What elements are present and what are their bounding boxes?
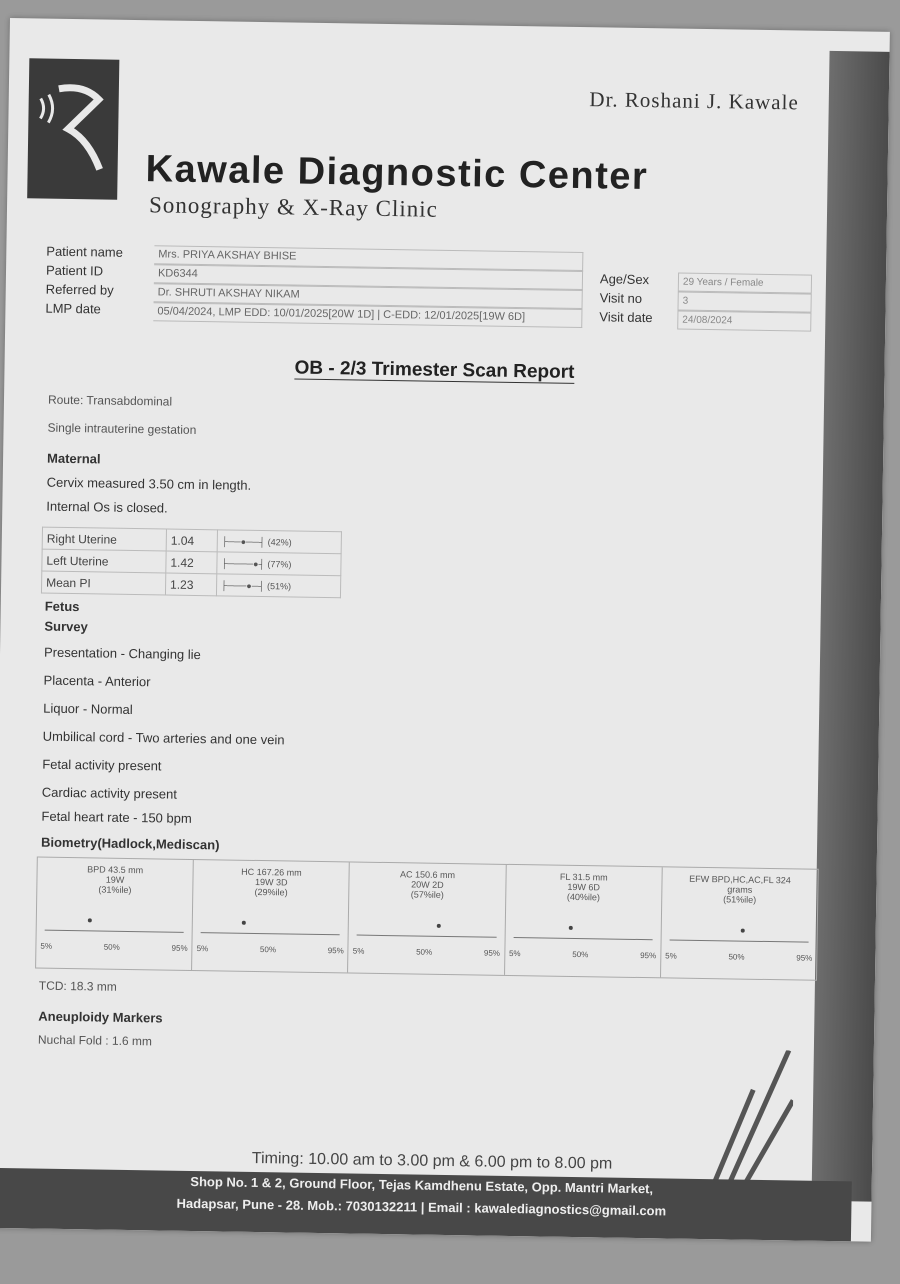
percentile-marker [241, 921, 245, 925]
biometry-t1: EFW BPD,HC,AC,FL 324 [689, 873, 791, 886]
biometry-heading: Biometry(Hadlock,Mediscan) [40, 834, 220, 853]
visit-no-value: 3 [677, 292, 811, 313]
doppler-value: 1.23 [165, 573, 216, 596]
biometry-t2: 19W 6D [567, 881, 600, 893]
tick-label: 95% [483, 948, 501, 958]
percentile-ticks [665, 951, 812, 962]
age-sex-label: Age/Sex [599, 271, 650, 288]
percentile-marker [437, 924, 441, 928]
patient-name-value: Mrs. PRIYA AKSHAY BHISE [154, 245, 583, 271]
percentile-axis [45, 930, 184, 933]
percentile-axis [201, 932, 340, 935]
tick-label: 5% [40, 941, 53, 951]
patient-info-table [45, 244, 806, 332]
patient-id-value: KD6344 [154, 264, 583, 290]
report-title-text: OB - 2/3 Trimester Scan Report [294, 357, 575, 383]
fhr-text: Fetal heart rate - 150 bpm [41, 808, 192, 826]
doppler-table [41, 527, 342, 599]
liquor-text: Liquor - Normal [43, 700, 133, 718]
nuchal-text: Nuchal Fold : 1.6 mm [37, 1032, 153, 1049]
biometry-t3: (29%ile) [254, 886, 288, 898]
clinic-logo [27, 58, 119, 199]
survey-heading: Survey [44, 618, 88, 635]
footer-address: Shop No. 1 & 2, Ground Floor, Tejas Kamdhenu Estate, Opp. Mantri Market, [190, 1173, 654, 1197]
doppler-pct: (77%) [267, 558, 292, 569]
tick-label: 50% [259, 945, 277, 955]
tick-label: 50% [416, 947, 433, 957]
biometry-t3: (57%ile) [410, 889, 444, 900]
tick-label: 95% [171, 943, 188, 953]
biometry-t3: (31%ile) [98, 884, 132, 896]
patient-name-label: Patient name [46, 243, 124, 260]
percentile-marker [88, 918, 92, 922]
tick-label: 50% [572, 949, 589, 960]
tick-label: 5% [196, 944, 209, 954]
percentile-ticks [197, 944, 344, 955]
fetus-heading: Fetus [44, 598, 80, 615]
aneuploidy-heading: Aneuploidy Markers [38, 1008, 163, 1026]
tick-label: 50% [103, 942, 120, 952]
visit-date-value: 24/08/2024 [677, 311, 811, 332]
table-row [41, 571, 340, 598]
referred-by-label: Referred by [45, 281, 114, 298]
gestation-text: Single intrauterine gestation [47, 420, 197, 437]
biometry-cell [36, 858, 194, 970]
percentile-axis [357, 935, 496, 938]
route-text: Route: Transabdominal [47, 392, 173, 409]
biometry-cell [661, 867, 818, 979]
presentation-text: Presentation - Changing lie [43, 644, 201, 663]
percentile-ticks [509, 949, 656, 960]
os-text: Internal Os is closed. [46, 498, 168, 516]
visit-no-label: Visit no [599, 290, 643, 306]
biometry-t1: FL 31.5 mm [559, 871, 608, 883]
tick-label: 50% [728, 952, 745, 962]
cord-text: Umbilical cord - Two arteries and one vein [42, 728, 285, 748]
biometry-t3: (51%ile) [723, 894, 757, 905]
percentile-ticks [40, 942, 187, 953]
doppler-pct: (51%) [266, 580, 292, 591]
doctor-credentials-faded: ​ [798, 115, 799, 127]
percentile-marker [741, 929, 745, 933]
referred-by-value: Dr. SHRUTI AKSHAY NIKAM [154, 283, 583, 309]
lmp-label: LMP date [45, 300, 101, 317]
doppler-scale: ├────●┤ (77%) [217, 552, 342, 576]
center-tagline: Sonography & X-Ray Clinic [148, 192, 439, 222]
percentile-ticks [353, 947, 500, 958]
tick-label: 95% [327, 946, 344, 956]
doppler-label: Right Uterine [42, 527, 166, 551]
cervix-text: Cervix measured 3.50 cm in length. [46, 474, 252, 493]
biometry-t1: BPD 43.5 mm [87, 864, 144, 876]
visit-date-label: Visit date [599, 309, 653, 326]
doppler-label: Left Uterine [42, 549, 166, 573]
doppler-scale: ├──●──┤ (42%) [217, 530, 342, 554]
tick-label: 5% [508, 948, 521, 959]
percentile-axis [669, 939, 808, 942]
footer-contact: Hadapsar, Pune - 28. Mob.: 7030132211 | Email : kawalediagnostics@gmail.com [176, 1195, 667, 1219]
biometry-t1: AC 150.6 mm [400, 869, 456, 881]
biometry-t1: HC 167.26 mm [241, 866, 302, 878]
tcd-text: TCD: 18.3 mm [38, 978, 117, 994]
biometry-cell [505, 865, 663, 977]
center-name: Kawale Diagnostic Center [145, 148, 649, 199]
patient-id-label: Patient ID [45, 262, 104, 279]
tick-label: 5% [352, 946, 365, 956]
biometry-t2: 19W 3D [254, 876, 288, 888]
cardiac-text: Cardiac activity present [41, 784, 178, 802]
doctor-name: Dr. Roshani J. Kawale [589, 87, 799, 115]
biometry-t3: (40%ile) [566, 891, 601, 903]
percentile-marker [569, 926, 573, 930]
footer-bar [0, 1168, 852, 1242]
age-sex-value: 29 Years / Female [678, 273, 812, 294]
maternal-heading: Maternal [46, 450, 101, 467]
activity-text: Fetal activity present [42, 756, 162, 774]
biometry-t2: 20W 2D [411, 879, 444, 890]
doppler-value: 1.04 [166, 529, 217, 552]
placenta-text: Placenta - Anterior [43, 672, 151, 690]
tick-label: 95% [796, 953, 813, 963]
timing-text: Timing: 10.00 am to 3.00 pm & 6.00 pm to 8.00 pm [251, 1149, 613, 1173]
percentile-axis [513, 937, 652, 940]
biometry-table [35, 857, 819, 981]
doctor-block [589, 87, 799, 126]
biometry-cell [192, 860, 350, 972]
doppler-value: 1.42 [166, 551, 217, 574]
doppler-pct: (42%) [267, 536, 292, 547]
report-page [0, 18, 890, 1242]
biometry-t2: grams [727, 884, 753, 895]
doppler-scale: ├───●─┤ (51%) [216, 574, 341, 598]
biometry-t2: 19W [105, 874, 125, 885]
scan-shadow [812, 51, 890, 1202]
tick-label: 5% [665, 951, 677, 961]
lmp-value: 05/04/2024, LMP EDD: 10/01/2025[20W 1D] | C-EDD: 12/01/2025[19W 6D] [153, 302, 582, 328]
report-title [4, 353, 864, 389]
biometry-cell [348, 862, 506, 974]
tick-label: 95% [640, 951, 657, 961]
doppler-label: Mean PI [41, 571, 165, 595]
